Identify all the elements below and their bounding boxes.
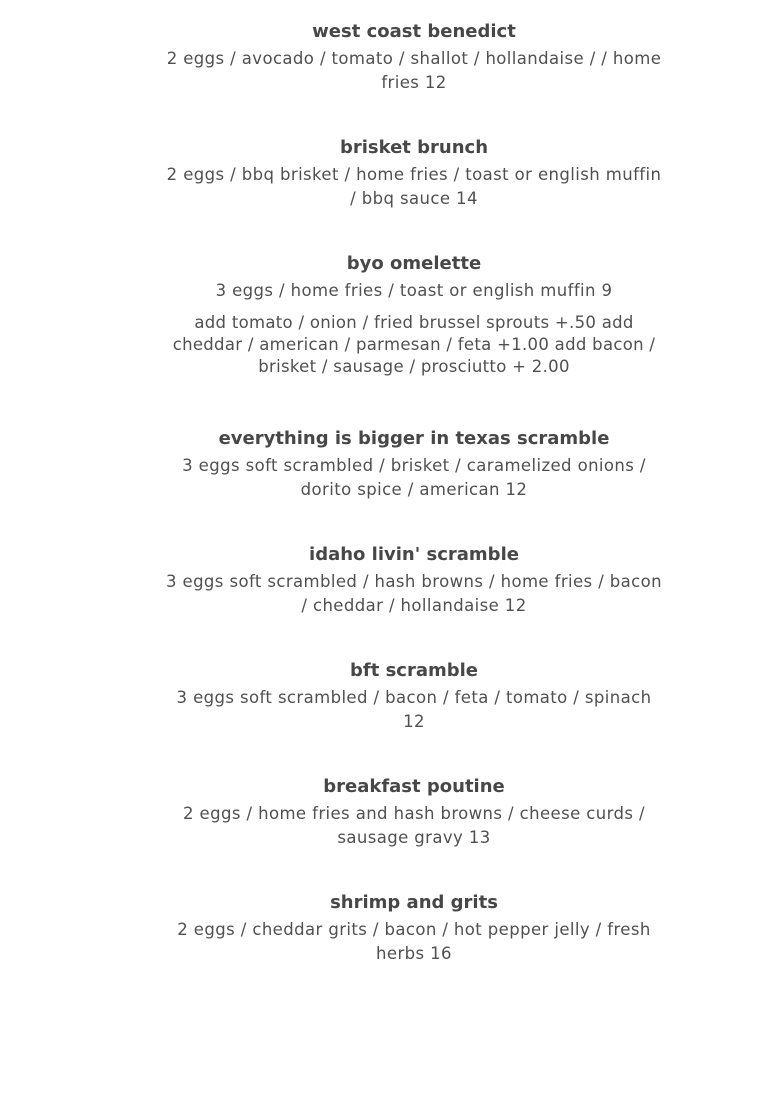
item-name: byo omelette [346, 253, 482, 274]
menu-item-bft-scramble [164, 658, 664, 734]
menu-item-brisket-brunch [164, 135, 664, 211]
item-name: everything is bigger in texas scramble [218, 428, 610, 449]
item-addons: add tomato / onion / fried brussel sprouts +.50 add cheddar / american / parmesan / feta +1.00 add bacon / brisket / sausage / prosciutto + 2.00 [172, 313, 656, 376]
item-name: bft scramble [349, 660, 478, 681]
menu-item-west-coast-benedict [164, 19, 664, 95]
item-name: idaho livin' scramble [309, 544, 519, 565]
menu-item-breakfast-poutine [164, 774, 664, 850]
item-description: 3 eggs soft scrambled / bacon / feta / tomato / spinach 12 [176, 688, 652, 731]
item-name: breakfast poutine [323, 776, 505, 797]
item-description: 2 eggs / home fries and hash browns / cheese curds / sausage gravy 13 [183, 804, 645, 847]
item-name: west coast benedict [312, 21, 516, 42]
menu-item-idaho-livin-scramble [164, 542, 664, 618]
item-description: 3 eggs soft scrambled / hash browns / home fries / bacon / cheddar / hollandaise 12 [165, 572, 663, 615]
menu-item-byo-omelette [164, 251, 664, 378]
item-description: 2 eggs / avocado / tomato / shallot / hollandaise / / home fries 12 [166, 49, 662, 92]
item-description: 2 eggs / cheddar grits / bacon / hot pepper jelly / fresh herbs 16 [177, 920, 651, 963]
item-name: brisket brunch [339, 137, 489, 158]
menu-item-texas-scramble [164, 426, 664, 502]
menu-list [29, 19, 770, 966]
item-description: 2 eggs / bbq brisket / home fries / toast or english muffin / bbq sauce 14 [166, 165, 662, 208]
item-name: shrimp and grits [330, 892, 498, 913]
item-description: 3 eggs soft scrambled / brisket / caramelized onions / dorito spice / american 12 [182, 456, 646, 499]
item-description: 3 eggs / home fries / toast or english muffin 9 [215, 281, 613, 300]
menu-item-shrimp-and-grits [164, 890, 664, 966]
